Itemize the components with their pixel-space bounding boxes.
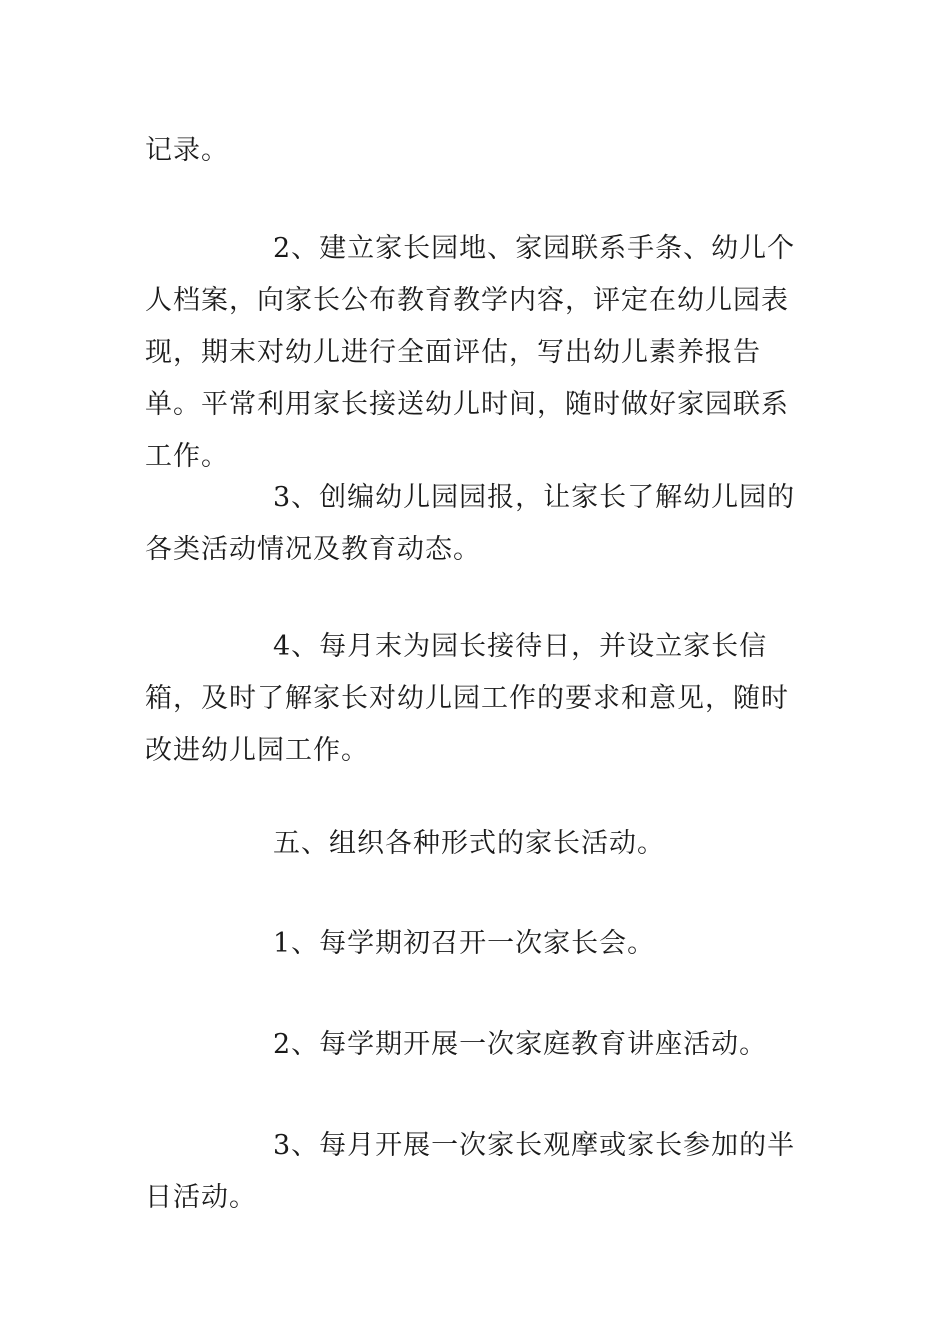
paragraph-item-2-lecture: 2、每学期开展一次家庭教育讲座活动。 bbox=[273, 1029, 768, 1060]
paragraph-item-3-newsletter: 3、创编幼儿园园报，让家长了解幼儿园的各类活动情况及教育动态。 bbox=[145, 482, 796, 565]
paragraph-continuation: 记录。 bbox=[145, 135, 229, 166]
paragraph-item-4-reception-day: 4、每月末为园长接待日，并设立家长信箱，及时了解家长对幼儿园工作的要求和意见，随时改进幼儿园工作。 bbox=[145, 631, 789, 766]
paragraph-item-3-open-day: 3、每月开展一次家长观摩或家长参加的半日活动。 bbox=[145, 1130, 796, 1213]
paragraph-item-1-meeting: 1、每学期初召开一次家长会。 bbox=[273, 928, 656, 959]
section-heading-five: 五、组织各种形式的家长活动。 bbox=[273, 828, 665, 859]
paragraph-item-2-contact: 2、建立家长园地、家园联系手条、幼儿个人档案，向家长公布教育教学内容，评定在幼儿园表现，期末对幼儿进行全面评估，写出幼儿素养报告单。平常利用家长接送幼儿时间，随时做好家园联系工作。 bbox=[145, 233, 796, 472]
